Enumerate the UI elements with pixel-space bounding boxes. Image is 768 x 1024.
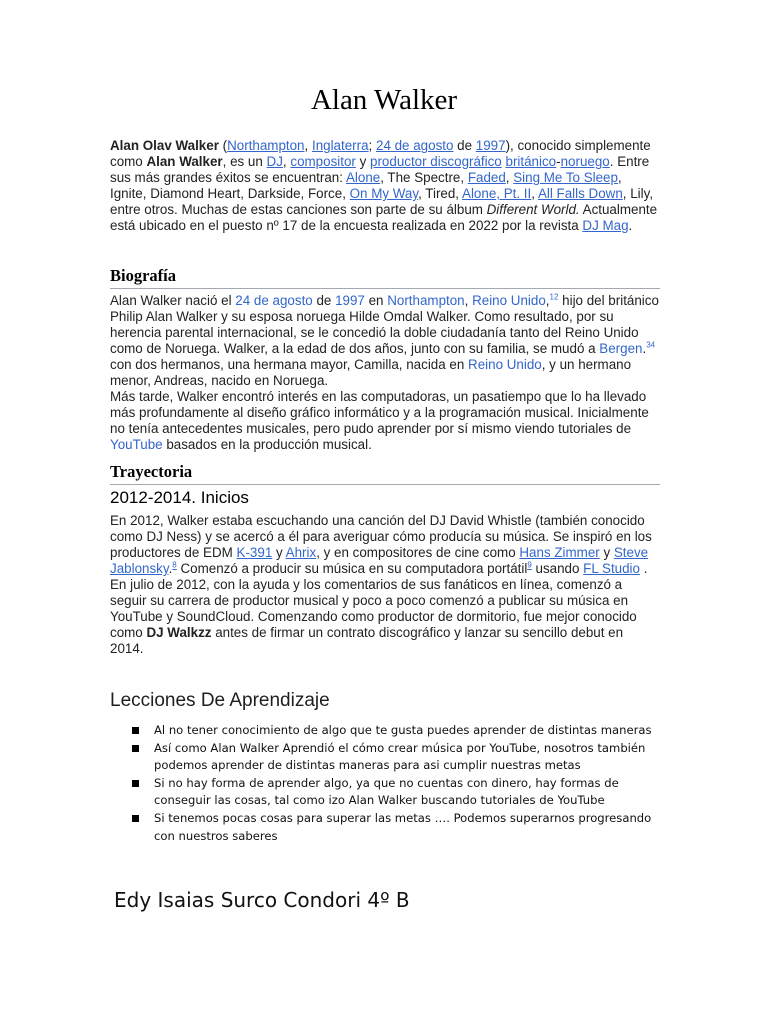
link-ahrix[interactable]: Ahrix <box>285 545 317 560</box>
link-steve-jablonsky[interactable]: Steve Jablonsky <box>110 545 649 576</box>
link-bio-reino-unido-2[interactable]: Reino Unido <box>468 357 542 372</box>
link-fl-studio[interactable]: FL Studio <box>583 561 640 576</box>
link-alone-pt-ii[interactable]: Alone, Pt. II <box>462 186 532 201</box>
link-youtube[interactable]: YouTube <box>110 437 163 452</box>
album-title: Different World. <box>486 202 580 217</box>
link-noruego[interactable]: noruego <box>560 154 610 169</box>
lessons-list <box>132 722 652 845</box>
link-sing-me-to-sleep[interactable]: Sing Me To Sleep <box>513 170 618 185</box>
link-britanico[interactable]: británico <box>505 154 557 169</box>
trayectoria-paragraph: En 2012, Walker estaba escuchando una canción del DJ David Whistle (también conocido como DJ Ness) y se acercó a él para averiguar cómo producía su música. Se inspiró en los productores de EDM K-391 y Ahrix, y en compositores de cine como Hans Zimmer y Steve Jablonsky.$^8$ Comenzó a producir su música en su computadora portátil$^9$ usando FL Studio . En julio de 2012, con la ayuda y los comentarios de sus fanáticos en línea, comenzó a seguir su carrera de productor musical y poco a poco comenzó a publicar su música en YouTube y SoundCloud. Comenzando como productor de dormitorio, fue mejor conocido como DJ Walkzz antes de firmar un contrato discográfico y lanzar su sencillo debut en 2014. <box>110 513 652 656</box>
heading-biografia: Biografía <box>110 266 660 289</box>
ref-34[interactable]: 34 <box>646 340 656 350</box>
intro-name-full: Alan Olav Walker <box>110 138 219 153</box>
ref-9[interactable]: 9 <box>527 560 532 570</box>
link-on-my-way[interactable]: On My Way <box>349 186 419 201</box>
intro-name-short: Alan Walker <box>146 154 223 169</box>
author-name: Edy Isaias Surco Condori 4º B <box>114 888 410 912</box>
link-bio-year[interactable]: 1997 <box>335 293 365 308</box>
link-bio-reino-unido[interactable]: Reino Unido <box>472 293 546 308</box>
link-dj-mag[interactable]: DJ Mag <box>582 218 629 233</box>
link-bio-date[interactable]: 24 de agosto <box>235 293 313 308</box>
list-item: Así como Alan Walker Aprendió el cómo crear música por YouTube, nosotros también podemos aprender de distintas maneras para asi cumplir nuestras metas <box>132 740 652 775</box>
biografia-paragraph-1: Alan Walker nació el 24 de agosto de 1997 en Northampton, Reino Unido,$^{12}$ hijo del británico Philip Alan Walker y su esposa noruega Hilde Omdal Walker. Como resultado, por su herencia parental internacional, se le concedió la doble ciudadanía tanto del Reino Unido como de Noruega. Walker, a la edad de dos años, junto con su familia, se mudó a Bergen.$^{34}$ con dos hermanos, una hermana mayor, Camilla, nacida en Reino Unido, y un hermano menor, Andreas, nacido en Noruega. <box>110 292 659 388</box>
subheading-inicios: 2012-2014. Inicios <box>110 488 249 507</box>
link-alone[interactable]: Alone <box>345 170 381 185</box>
link-bergen[interactable]: Bergen <box>599 341 643 356</box>
ref-8[interactable]: 8 <box>172 560 177 570</box>
link-k391[interactable]: K-391 <box>236 545 273 560</box>
link-productor[interactable]: productor discográfico <box>370 154 502 169</box>
link-inglaterra[interactable]: Inglaterra <box>311 138 369 153</box>
heading-trayectoria: Trayectoria <box>110 462 660 485</box>
link-birth-date[interactable]: 24 de agosto <box>376 138 454 153</box>
link-dj[interactable]: DJ <box>266 154 283 169</box>
list-item: Si tenemos pocas cosas para superar las metas …. Podemos superarnos progresando con nuestros saberes <box>132 810 652 845</box>
link-compositor[interactable]: compositor <box>290 154 356 169</box>
link-northampton[interactable]: Northampton <box>227 138 305 153</box>
link-bio-northampton[interactable]: Northampton <box>387 293 465 308</box>
page-title: Alan Walker <box>310 84 458 116</box>
heading-lecciones: Lecciones De Aprendizaje <box>110 690 330 711</box>
list-item: Al no tener conocimiento de algo que te gusta puedes aprender de distintas maneras <box>132 722 652 740</box>
link-faded[interactable]: Faded <box>467 170 506 185</box>
list-item: Si no hay forma de aprender algo, ya que no cuentas con dinero, hay formas de conseguir las cosas, tal como izo Alan Walker buscando tutoriales de YouTube <box>132 775 652 810</box>
link-all-falls-down[interactable]: All Falls Down <box>537 186 623 201</box>
intro-paragraph: Alan Olav Walker (Northampton, Inglaterra; 24 de agosto de 1997), conocido simplemente como Alan Walker, es un DJ, compositor y productor discográfico británico-noruego. Entre sus más grandes éxitos se encuentran: Alone, The Spectre, Faded, Sing Me To Sleep, Ignite, Diamond Heart, Darkside, Force, On My Way, Tired, Alone, Pt. II, All Falls Down, Lily, entre otros. Muchas de estas canciones son parte de su álbum Different World. Actualmente está ubicado en el puesto nº 17 de la encuesta realizada en 2022 por la revista DJ Mag. <box>110 138 658 233</box>
alias-dj-walkzz: DJ Walkzz <box>146 625 212 640</box>
ref-12[interactable]: 12 <box>549 292 559 302</box>
biografia-paragraph-2: Más tarde, Walker encontró interés en las computadoras, un pasatiempo que lo ha llevado más profundamente al diseño gráfico informático y a la programación musical. Inicialmente no tenía antecedentes musicales, pero pudo aprender por sí mismo viendo tutoriales de YouTube basados en la producción musical. <box>110 389 649 452</box>
link-hans-zimmer[interactable]: Hans Zimmer <box>519 545 600 560</box>
link-birth-year[interactable]: 1997 <box>475 138 506 153</box>
